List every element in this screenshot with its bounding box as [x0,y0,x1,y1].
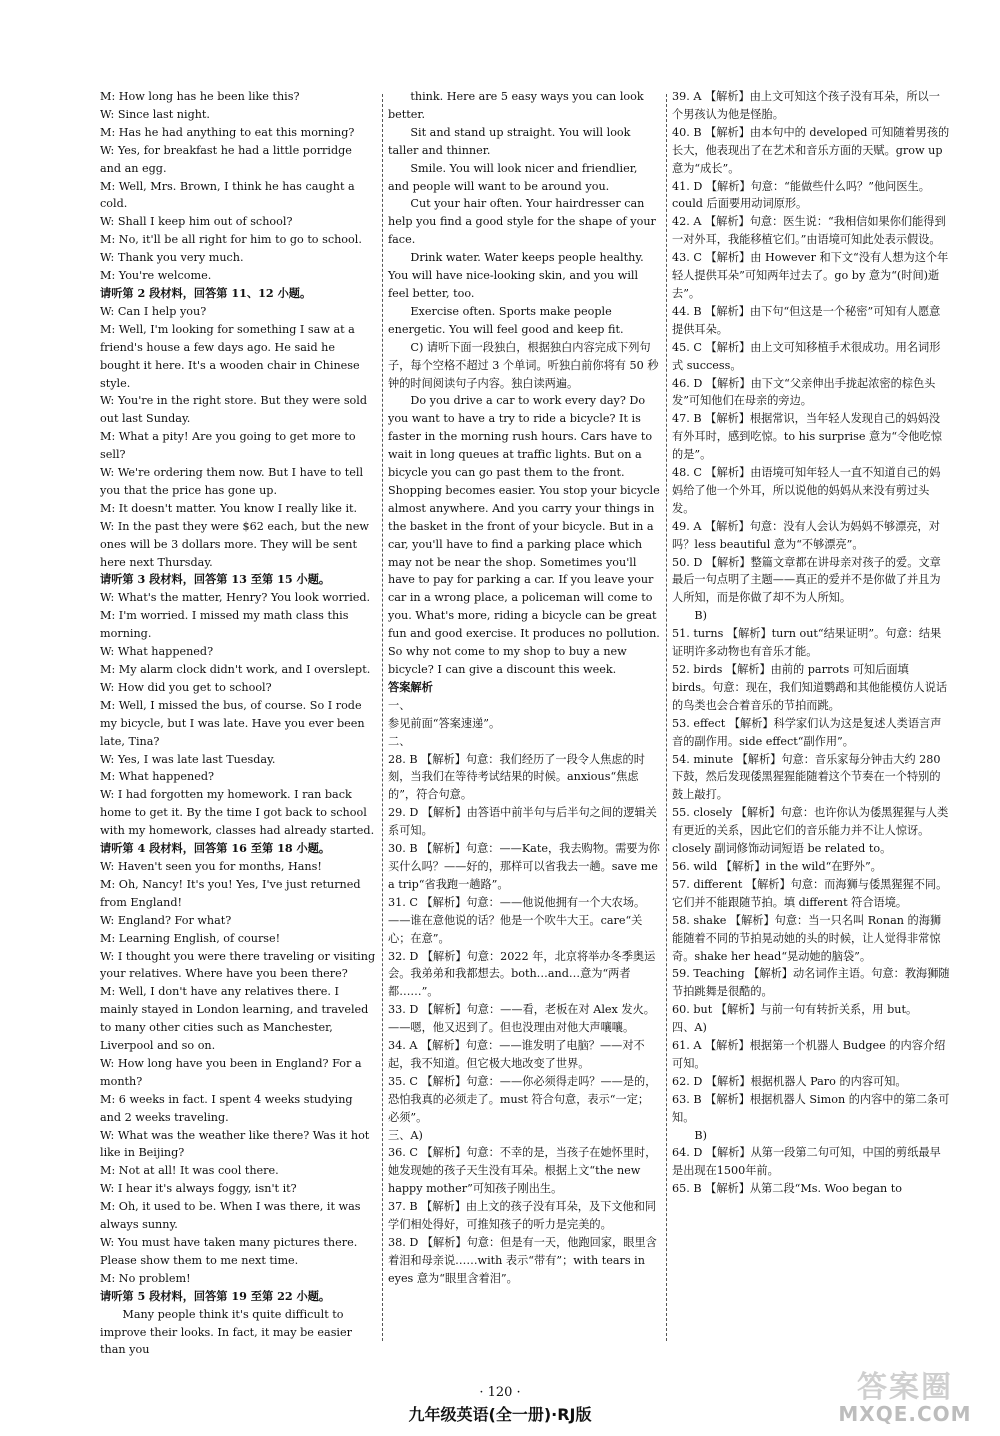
text-line: W: Thank you very much. [100,251,244,265]
text-line: 49. A 【解析】句意：没有人会认为妈妈不够漂亮，对吗？less beautiful 意为“不够漂亮”。 [672,519,940,551]
text-line: M: Well, I missed the bus, of course. So I rode my bicycle, but I was late. Have you ever been late, Tina? [100,698,365,748]
text-line: 50. D 【解析】整篇文章都在讲母亲对孩子的爱。文章最后一句点明了主题——真正的爱并不是你做了并且为人所知，而是你做了却不为人所知。 [672,555,941,605]
text-line: 请听第 5 段材料，回答第 19 至第 22 小题。 [100,1288,331,1303]
text-line: M: Learning English, of course! [100,931,281,945]
column-divider [382,94,383,1341]
text-line: 47. B 【解析】根据常识，当年轻人发现自己的妈妈没有外耳时，感到吃惊。to his surprise 意为“令他吃惊的是”。 [672,412,942,462]
text-line: 59. Teaching 【解析】动名词作主语。句意：教海狮随节拍跳舞是很酷的。 [672,967,950,999]
text-line: W: We're ordering them now. But I have to tell you that the price has gone up. [100,466,364,497]
text-line: M: Well, Mrs. Brown, I think he has caught a cold. [100,179,355,211]
text-line: W: What was the weather like there? Was it hot like in Beijing? [100,1128,370,1160]
text-line: 65. B 【解析】从第二段“Ms. Woo began to [672,1182,903,1196]
text-line: 56. wild 【解析】in the wild“在野外”。 [672,859,882,873]
text-line: W: Yes, for breakfast he had a little porridge and an egg. [100,143,352,175]
text-line: 37. B 【解析】由上文的孩子没有耳朵，及下文他和同学们相处得好，可推知孩子的听力是完美的。 [388,1200,657,1232]
text-line: Cut your hair often. Your hairdresser can help you find a good style for the shape of your face. [388,197,656,247]
text-line: W: I thought you were there traveling or visiting your relatives. Where have you been there? [100,949,376,981]
text-line: 32. D 【解析】句意：2022 年，北京将举办冬季奥运会。我弟弟和我都想去。both…and…意为“两者都……”。 [388,949,656,999]
text-line: 62. D 【解析】根据机器人 Paro 的内容可知。 [672,1074,907,1088]
text-line: think. Here are 5 easy ways you can look better. [388,90,644,121]
text-line: 33. D 【解析】句意：——看，老板在对 Alex 发火。——嗯，他又迟到了。但也没理由对他大声嚷嚷。 [388,1003,655,1035]
text-line: W: You must have taken many pictures there. Please show them to me next time. [100,1236,358,1267]
text-line: 35. C 【解析】句意：——你必须得走吗？——是的，恐怕我真的必须走了。must 符合句意，表示“一定；必须”。 [388,1074,657,1124]
text-line: 58. shake 【解析】句意：当一只名叫 Ronan 的海狮能随着不同的节拍晃动她的头的时候，让人觉得非常惊奇。shake her head“晃动她的脑袋”。 [672,913,942,963]
text-line: 41. D 【解析】句意：“能做些什么吗？”他问医生。could 后面要用动词原形。 [672,179,930,211]
text-line: 29. D 【解析】由答语中前半句与后半句之间的逻辑关系可知。 [388,806,657,838]
watermark-url: MXQE.COM [838,1402,972,1426]
text-line: 三、A) [388,1128,423,1142]
text-line: W: How did you get to school? [100,680,272,694]
text-line: 28. B 【解析】句意：我们经历了一段令人焦虑的时刻，当我们在等待考试结果的时候。anxious“焦虑的”，符合句意。 [388,752,645,802]
text-line: W: Yes, I was late last Tuesday. [100,752,276,766]
text-line: M: No problem! [100,1271,191,1285]
text-line: 一、 [388,698,411,712]
text-line: 64. D 【解析】从第一段第二句可知，中国的剪纸最早是出现在1500年前。 [672,1146,941,1178]
text-line: W: Haven't seen you for months, Hans! [100,859,322,873]
text-line: M: Oh, Nancy! It's you! Yes, I've just returned from England! [100,877,361,909]
text-line: C) 请听下面一段独白，根据独白内容完成下列句子，每个空格不超过 3 个单词。听独白前你将有 50 秒钟的时间阅读句子内容。独白读两遍。 [388,340,659,390]
text-line: M: Oh, it used to be. When I was there, it was always sunny. [100,1200,361,1232]
text-line: W: Since last night. [100,107,210,121]
text-line: B) [694,1128,707,1142]
text-line: M: 6 weeks in fact. I spent 4 weeks studying and 2 weeks traveling. [100,1092,353,1124]
text-line: 34. A 【解析】句意：——谁发明了电脑？——对不起，我不知道。但它极大地改变了世界。 [388,1039,645,1070]
text-line: 四、A) [672,1021,707,1035]
text-line: B) [694,609,707,623]
text-line: M: How long has he been like this? [100,90,300,103]
text-line: 52. birds 【解析】由前的 parrots 可知后面填 birds。句意：现在，我们知道鹦鹉和其他能模仿人说话的鸟类也会合着音乐的节拍而跳。 [672,663,948,712]
text-line: 30. B 【解析】句意：——Kate，我去购物。需要为你买什么吗？——好的，那样可以省我去一趟。save me a trip“省我跑一趟路”。 [388,842,660,891]
column-divider [666,94,667,1341]
text-line: 60. but 【解析】与前一句有转折关系，用 but。 [672,1003,918,1017]
text-line: W: What's the matter, Henry? You look worried. [100,591,371,605]
text-line: 54. minute 【解析】句意：音乐家每分钟击大约 280 下鼓，然后发现倭黑猩猩能随着这个节奏在一个特别的鼓上敲打。 [672,752,941,802]
text-line: Do you drive a car to work every day? Do you want to have a try to ride a bicycle? It is faster in the morning rush hours. Cars have to wait in long queues at traffic lights. But on a bicycle you can go past them to the front. Shopping becomes easier. You stop your bicycle almost anywhere. And you carry your things in the basket in the front of your bicycle. But in a car, you'll have to find a parking place which may not be near the shop. Sometimes you'll have to pay for parking a car. If you leave your car in a wrong place, a policeman will come to you. What's more, riding a bicycle can be great fun and good exercise. It produces no pollution. So why not come to my shop to buy a new bicycle? I can give a discount this week. [388,394,660,676]
text-line: M: No, it'll be all right for him to go to school. [100,233,362,247]
text-line: W: England? For what? [100,913,232,927]
text-line: W: I hear it's always foggy, isn't it? [100,1182,297,1196]
text-line: 55. closely 【解析】句意：也许你认为倭黑猩猩与人类有更近的关系，因此它们的音乐能力并不让人惊讶。closely 副词修饰动词短语 be related to。 [672,806,949,856]
text-line: Many people think it's quite difficult to improve their looks. In fact, it may be easier than you [100,1307,352,1357]
book-title: 九年级英语(全一册)·RJ版 [408,1405,592,1424]
text-line: W: Shall I keep him out of school? [100,215,293,229]
middle-column [388,88,660,1288]
text-line: 42. A 【解析】句意：医生说：“我相信如果你们能得到一对外耳，我能移植它们。”由语境可知此处表示假设。 [672,215,946,247]
text-line: W: I had forgotten my homework. I ran back home to get it. By the time I got back to school with my homework, classes had already started. [100,788,375,838]
text-line: 43. C 【解析】由 However 和下文“没有人想为这个年轻人提供耳朵”可知两年过去了。go by 意为“(时间)逝去”。 [672,251,949,300]
right-column [672,88,950,1198]
text-line: M: I'm worried. I missed my math class this morning. [100,609,349,641]
text-line: M: It doesn't matter. You know I really like it. [100,501,358,515]
text-line: 请听第 4 段材料，回答第 16 至第 18 小题。 [100,841,331,856]
text-line: M: You're welcome. [100,269,212,283]
text-line: M: What a pity! Are you going to get more to sell? [100,430,356,462]
text-line: M: My alarm clock didn't work, and I overslept. [100,663,371,676]
text-line: Smile. You will look nicer and friendlier, and people will want to be around you. [388,161,638,193]
watermark-text: 答案圈 [857,1370,953,1405]
text-line: M: Not at all! It was cool there. [100,1164,279,1178]
text-line: Drink water. Water keeps people healthy. You will have nice-looking skin, and you will feel better, too. [388,251,644,300]
text-line: 参见前面“答案速递”。 [388,716,501,730]
text-line: 51. turns 【解析】turn out“结果证明”。句意：结果证明许多动物也有音乐才能。 [672,627,942,659]
watermark-logo [820,1362,990,1428]
text-line: 63. B 【解析】根据机器人 Simon 的内容中的第二条可知。 [672,1092,950,1124]
text-line: W: You're in the right store. But they were sold out last Sunday. [100,394,368,426]
text-line: W: What happened? [100,645,214,659]
text-line: 答案解析 [388,679,433,694]
text-line: M: What happened? [100,770,215,784]
text-line: W: In the past they were $62 each, but the new ones will be 3 dollars more. They will be sent here next Thursday. [100,519,369,569]
text-line: W: How long have you been in England? For a month? [100,1056,362,1088]
left-column [100,88,376,1359]
text-line: 39. A 【解析】由上文可知这个孩子没有耳朵，所以一个男孩认为他是怪胎。 [672,90,940,121]
text-line: 57. different 【解析】句意：而海狮与倭黑猩猩不同。它们并不能跟随节拍。填 different 符合语境。 [672,877,948,909]
text-line: M: Well, I don't have any relatives there. I mainly stayed in London learning, and traveled to many other cities such as Manchester, Liverpool and so on. [100,985,369,1053]
text-line: 38. D 【解析】句意：但是有一天，他跑回家，眼里含着泪和母亲说……with 表示“带有”；with tears in eyes 意为“眼里含着泪”。 [388,1236,657,1285]
text-line: Exercise often. Sports make people energetic. You will feel good and keep fit. [388,304,624,336]
text-line: 请听第 2 段材料，回答第 11、12 小题。 [100,285,312,300]
text-line: W: Can I help you? [100,304,207,318]
text-line: 46. D 【解析】由下文“父亲伸出手拢起浓密的棕色头发”可知他们在母亲的旁边。 [672,376,936,408]
text-line: 请听第 3 段材料，回答第 13 至第 15 小题。 [100,572,331,587]
text-line: 40. B 【解析】由本句中的 developed 可知随着男孩的长大，他表现出了在艺术和音乐方面的天赋。grow up 意为“成长”。 [672,125,950,175]
text-line: 45. C 【解析】由上文可知移植手术很成功。用名词形式 success。 [672,340,941,372]
text-line: Sit and stand up straight. You will look taller and thinner. [388,125,631,157]
text-line: 48. C 【解析】由语境可知年轻人一直不知道自己的妈妈给了他一个外耳，所以说他的妈妈从来没有剪过头发。 [672,466,941,515]
text-line: 61. A 【解析】根据第一个机器人 Budgee 的内容介绍可知。 [672,1039,946,1070]
text-line: 31. C 【解析】句意：——他说他拥有一个大农场。——谁在意他说的话？他是一个吹牛大王。care“关心；在意”。 [388,895,646,945]
page-number: · 120 · [479,1385,521,1400]
text-line: M: Has he had anything to eat this morning? [100,125,355,139]
text-line: M: Well, I'm looking for something I saw at a friend's house a few days ago. He said he bought it here. It's a wooden chair in Chinese style. [100,322,360,390]
text-line: 53. effect 【解析】科学家们认为这是复述人类语言声音的副作用。side effect“副作用”。 [672,716,942,748]
text-line: 36. C 【解析】句意：不幸的是，当孩子在她怀里时，她发现她的孩子天生没有耳朵。根据上文“the new happy mother”可知孩子刚出生。 [388,1146,657,1196]
text-line: 44. B 【解析】由下句“但这是一个秘密”可知有人愿意提供耳朵。 [672,304,941,336]
text-line: 二、 [388,734,411,748]
